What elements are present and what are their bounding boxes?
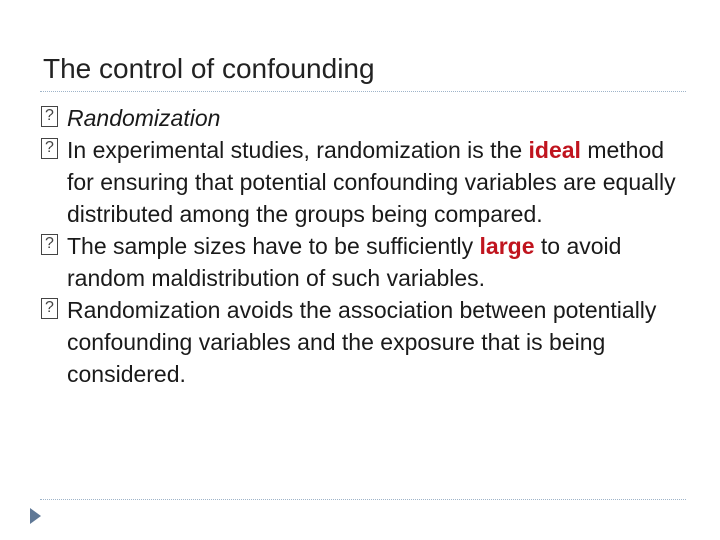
bullet-1-text-after: method for ensuring that potential confounding variables are equally distributed among the groups being compared.: [67, 137, 676, 227]
triangle-right-icon[interactable]: [30, 508, 41, 524]
bullet-glyph-icon: [41, 298, 58, 319]
bullet-1-text-before: In experimental studies, randomization is the: [67, 137, 529, 163]
footer-divider: [40, 499, 686, 500]
bullet-2-text-after: to avoid random maldistribution of such variables.: [67, 233, 622, 291]
bullet-1-emphasis: ideal: [528, 137, 581, 163]
bullet-glyph-icon: [41, 234, 58, 255]
bullet-item-2: [41, 230, 681, 294]
bullet-glyph-icon: [41, 106, 58, 127]
title-divider: [40, 91, 686, 92]
bullet-heading: [41, 102, 681, 134]
bullet-2-emphasis: large: [479, 233, 535, 259]
bullet-glyph-icon: [41, 138, 58, 159]
bullet-3-text: Randomization avoids the association between potentially confounding variables and the exposure that is being considered.: [67, 297, 657, 387]
bullet-item-3: [41, 294, 681, 390]
bullet-heading-label: Randomization: [67, 105, 221, 131]
bullet-item-1: [41, 134, 681, 230]
bullet-2-text-before: The sample sizes have to be sufficiently: [67, 233, 480, 259]
slide-body: [41, 102, 681, 390]
slide-title: The control of confounding: [43, 53, 375, 84]
